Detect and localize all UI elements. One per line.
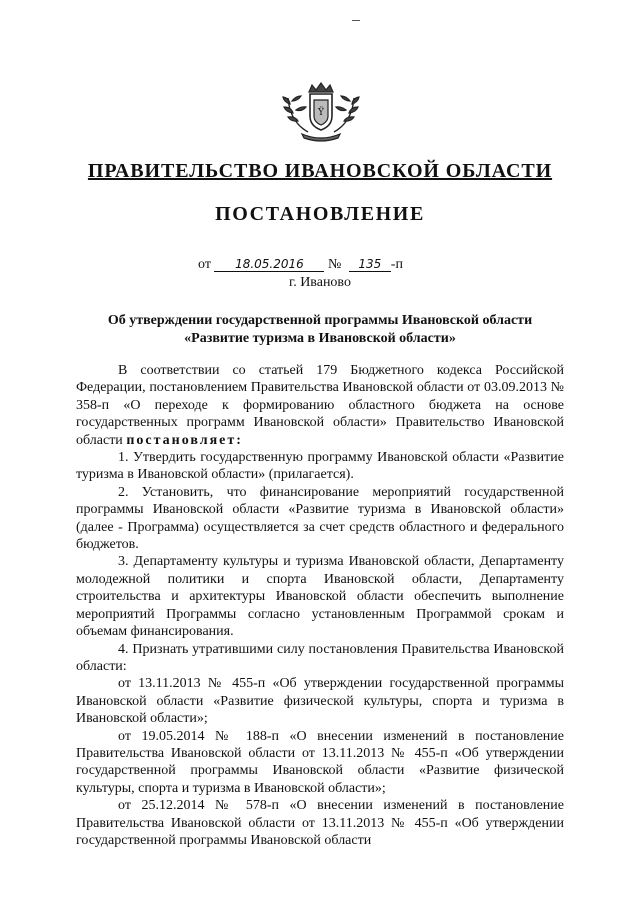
svg-text:Ϋ: Ϋ xyxy=(318,108,324,118)
preamble-paragraph xyxy=(76,362,564,449)
resolves-word: постановляет: xyxy=(126,432,243,448)
document-body xyxy=(76,362,564,849)
date-number-line xyxy=(198,257,403,273)
government-title: ПРАВИТЕЛЬСТВО ИВАНОВСКОЙ ОБЛАСТИ xyxy=(87,160,553,182)
document-type-title: ПОСТАНОВЛЕНИЕ xyxy=(215,203,425,225)
city-line: г. Иваново xyxy=(289,275,351,290)
item-2: 2. Установить, что финансирование мероприятий государственной программы Ивановской области «Развитие туризма в Ивановской области» (далее - Программа) осуществляется за счет средств областного и федерального бюджетов. xyxy=(76,484,564,553)
item-1: 1. Утвердить государственную программу Ивановской области «Развитие туризма в Ивановской области» (прилагается). xyxy=(76,450,564,483)
item-4-b: от 19.05.2014 № 188-п «О внесении изменений в постановление Правительства Ивановской области от 13.11.2013 № 455-п «Об утверждении государственной программы Ивановской области «Развитие физической культуры, спорта и туризма в Ивановской области»; xyxy=(76,728,564,796)
preamble-text: В соответствии со статьей 179 Бюджетного кодекса Российской Федерации, постановлением Правительства Ивановской области от 03.09.2013 № 358-п «О переходе к формированию областного бюджета на основе государственных программ Ивановской области» Правительство Ивановской области xyxy=(76,363,564,448)
item-4-c: от 25.12.2014 № 578-п «О внесении изменений в постановление Правительства Ивановской области от 13.11.2013 № 455-п «Об утверждении государственной программы Ивановской области xyxy=(76,798,564,848)
date-prefix: от xyxy=(198,257,211,272)
subject-line-2: «Развитие туризма в Ивановской области» xyxy=(184,331,456,346)
number-prefix: № xyxy=(327,257,342,272)
coat-of-arms-icon xyxy=(276,82,366,142)
document-number: 135 xyxy=(349,258,391,272)
document-date: 18.05.2016 xyxy=(214,258,324,272)
item-3: 3. Департаменту культуры и туризма Ивановской области, Департаменту молодежной политики и спорта Ивановской области, Департаменту строительства и архитектуры Ивановской области обеспечить выполнение мероприятий Программы согласно установленным Программой срокам и объемам финансирования. xyxy=(76,554,564,640)
number-suffix: -п xyxy=(390,257,403,272)
item-4-a: от 13.11.2013 № 455-п «Об утверждении государственной программы Ивановской области «Развитие физической культуры, спорта и туризма в Ивановской области»; xyxy=(76,676,564,727)
item-4: 4. Признать утратившими силу постановления Правительства Ивановской области: xyxy=(76,641,564,674)
document-subject xyxy=(60,312,580,348)
subject-line-1: Об утверждении государственной программы Ивановской области xyxy=(107,313,533,328)
scan-mark xyxy=(352,20,360,21)
